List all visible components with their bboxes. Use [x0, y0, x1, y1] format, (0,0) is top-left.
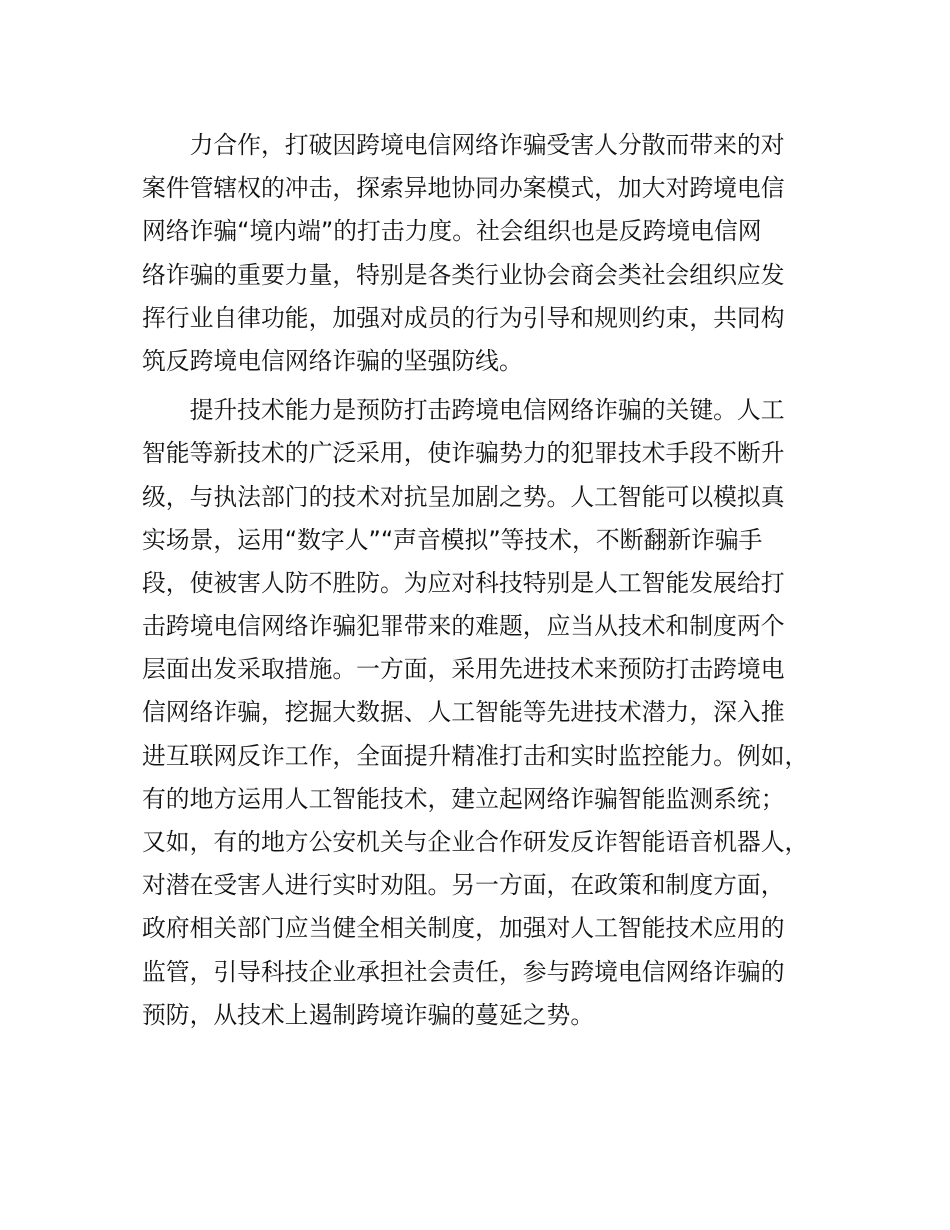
- text-line: 络诈骗的重要力量，特别是各类行业协会商会类社会组织应发: [142, 260, 785, 289]
- text-line: 层面出发采取措施。一方面，采用先进技术来预防打击跨境电: [142, 655, 785, 684]
- text-line: 又如，有的地方公安机关与企业合作研发反诈智能语音机器人，: [142, 828, 809, 856]
- text-line: 预防，从技术上遏制跨境诈骗的蔓延之势。: [142, 1000, 595, 1029]
- document-page: [142, 124, 842, 1037]
- text-line: 击跨境电信网络诈骗犯罪带来的难题，应当从技术和制度两个: [142, 612, 785, 641]
- text-line: 网络诈骗“境内端”的打击力度。社会组织也是反跨境电信网: [142, 217, 762, 246]
- text-line: 案件管辖权的冲击，探索异地协同办案模式，加大对跨境电信: [142, 174, 785, 203]
- text-line: 力合作，打破因跨境电信网络诈骗受害人分散而带来的对: [189, 131, 785, 159]
- text-line: 进互联网反诈工作，全面提升精准打击和实时监控能力。例如，: [142, 741, 809, 770]
- text-line: 级，与执法部门的技术对抗呈加剧之势。人工智能可以模拟真: [142, 482, 785, 511]
- text-line: 筑反跨境电信网络诈骗的坚强防线。: [142, 346, 523, 375]
- text-line: 对潜在受害人进行实时劝阻。另一方面，在政策和制度方面，: [142, 871, 785, 900]
- paragraph-2: [142, 389, 842, 1037]
- text-line: 段，使被害人防不胜防。为应对科技特别是人工智能发展给打: [142, 568, 785, 597]
- text-line: 政府相关部门应当健全相关制度，加强对人工智能技术应用的: [142, 914, 785, 943]
- text-line: 挥行业自律功能，加强对成员的行为引导和规则约束，共同构: [142, 303, 785, 332]
- text-line: 信网络诈骗，挖掘大数据、人工智能等先进技术潜力，深入推: [142, 698, 785, 727]
- paragraph-1: [142, 124, 842, 383]
- text-line: 智能等新技术的广泛采用，使诈骗势力的犯罪技术手段不断升: [142, 439, 785, 468]
- text-line: 提升技术能力是预防打击跨境电信网络诈骗的关键。人工: [189, 396, 785, 425]
- text-line: 实场景，运用“数字人”“声音模拟”等技术，不断翻新诈骗手: [142, 525, 763, 554]
- text-line: 有的地方运用人工智能技术，建立起网络诈骗智能监测系统；: [142, 784, 785, 813]
- text-line: 监管，引导科技企业承担社会责任，参与跨境电信网络诈骗的: [142, 957, 785, 986]
